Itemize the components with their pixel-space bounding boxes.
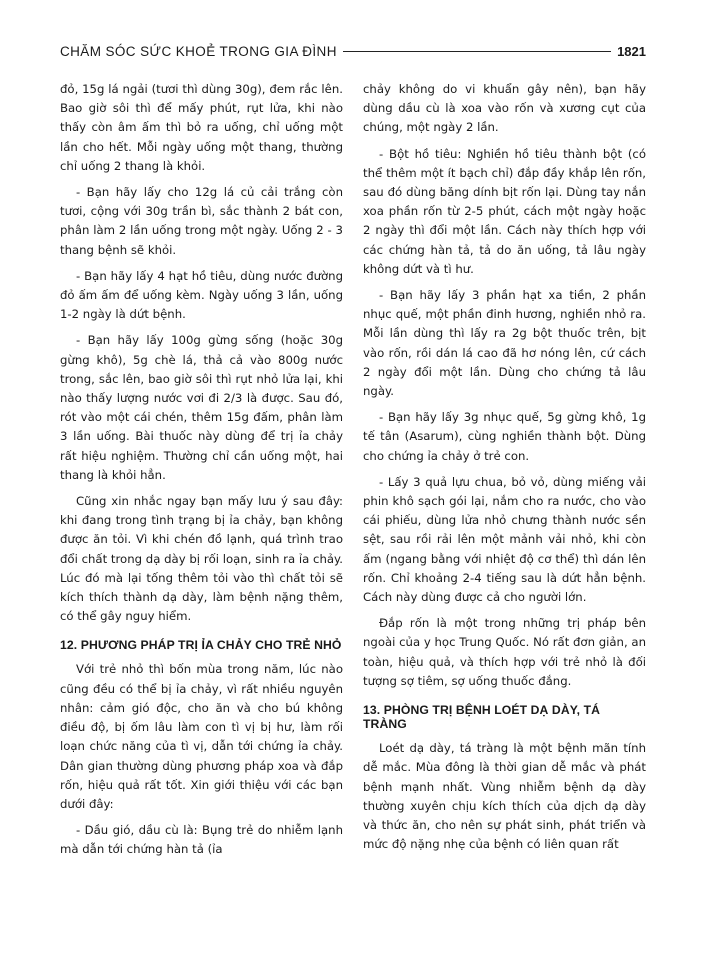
paragraph: chảy không do vi khuẩn gây nên), bạn hãy dùng dầu cù là xoa vào rốn và xương cụt của chúng, một ngày 2 lần. [363, 82, 646, 135]
paragraph: - Bạn hãy lấy 3 phần hạt xa tiền, 2 phần nhục quế, một phần đinh hương, nghiền nhỏ ra. Mỗi lần dùng thì lấy ra 2g bột thuốc trên, bịt vào rốn, rồi dán lá cao đã hơ nóng lên, cứ cách 2 ngày đổi một lần. Dùng cho chứng tả lâu ngày. [363, 288, 646, 399]
paragraph: - Dầu gió, dầu cù là: Bụng trẻ do nhiễm lạnh mà dẫn tới chứng hàn tả (ỉa [60, 823, 343, 857]
paragraph: - Bạn hãy lấy 3g nhục quế, 5g gừng khô, 1g tế tân (Asarum), cùng nghiền thành bột. Dùng cho chứng ỉa chảy ở trẻ con. [363, 410, 646, 463]
right-column [363, 80, 646, 861]
paragraph: - Bột hồ tiêu: Nghiền hồ tiêu thành bột (có thể thêm một ít bạch chỉ) đắp đầy khắp lên rốn, sau đó dùng băng dính bịt rốn lại. Dùng tay nắn xoa phần rốn từ 2-5 phút, cách một ngày hoặc 2 ngày thì đổi một lần. Cách này thích hợp với các chứng hàn tả, tả do ăn uống, tả lâu ngày không dứt và tì hư. [363, 146, 646, 276]
section-heading-12: 12. PHƯƠNG PHÁP TRỊ ỈA CHẢY CHO TRẺ NHỎ [60, 638, 342, 653]
paragraph: - Bạn hãy lấy cho 12g lá củ cải trắng còn tươi, cộng với 30g trần bì, sắc thành 2 bát con, phân làm 2 lần uống trong một ngày. Uống 2 - 3 thang bệnh sẽ khỏi. [60, 185, 343, 257]
paragraph: - Bạn hãy lấy 100g gừng sống (hoặc 30g gừng khô), 5g chè lá, thả cả vào 800g nước trong, sắc lên, bao giờ sôi thì rụt nhỏ lửa lại, khi nào thấy lượng nước vơi đi 2/3 là được. Sau đó, rót vào một cái chén, thêm 15g đấm, phân làm 3 lần uống. Bài thuốc này dùng để trị ỉa chảy rất hiệu nghiệm. Thường chỉ cần uống một, hai thang là khỏi hẳn. [60, 333, 343, 482]
paragraph: - Bạn hãy lấy 4 hạt hồ tiêu, dùng nước đường đỏ ấm ấm để uống kèm. Ngày uống 3 lần, uống 1-2 ngày là dứt bệnh. [60, 268, 343, 322]
paragraph: Loét dạ dày, tá tràng là một bệnh mãn tính dễ mắc. Mùa đông là thời gian dễ mắc và phát bệnh mạnh nhất. Vùng nhiễm bệnh dạ dày thường xuyên chịu kích thích của dịch dạ dày và thức ăn, cho nên sự phát sinh, phát triển và mức độ nặng nhẹ của bệnh có liên quan rất [363, 741, 646, 852]
section-heading-13: 13. PHÒNG TRỊ BỆNH LOÉT DẠ DÀY, TÁ TRÀNG [363, 703, 601, 732]
paragraph: đỏ, 15g lá ngải (tươi thì dùng 30g), đem rắc lên. Bao giờ sôi thì để mấy phút, rụt lửa, khi nào thấy còn âm ấm thì bỏ ra uống, chỉ uống một lần cho hết. Mỗi ngày uống một thang, thường chỉ uống 2 thang là khỏi. [60, 82, 343, 173]
header-rule [343, 51, 611, 52]
running-title: CHĂM SÓC SỨC KHOẺ TRONG GIA ĐÌNH [60, 43, 337, 59]
paragraph: - Lấy 3 quả lựu chua, bỏ vỏ, dùng miếng vải phin khô sạch gói lại, nắm cho ra nước, cho vào cái phiếu, dùng lửa nhỏ chưng thành nước sền sệt, sau rồi rải lên một mảnh vải nhỏ, khi còn ấm (ngang bằng với nhiệt độ cơ thể) thì dán lên rốn. Chỉ khoảng 2-4 tiếng sau là dứt hẳn bệnh. Cách này dùng được cả cho người lớn. [363, 474, 646, 605]
paragraph: Với trẻ nhỏ thì bốn mùa trong năm, lúc nào cũng đều có thể bị ỉa chảy, vì rất nhiều nguyên nhân: cảm gió độc, cho ăn và cho bú không điều độ, bị ốm lâu làm con tì vị bị hư, làm rối loạn chức năng của tì vị, dẫn tới chứng ỉa chảy. Dân gian thường dùng phương pháp xoa và đắp rốn, hiệu quả rất tốt. Xin giới thiệu với các bạn dưới đây: [60, 662, 343, 811]
paragraph: Cũng xin nhắc ngay bạn mấy lưu ý sau đây: khi đang trong tình trạng bị ỉa chảy, bạn không được ăn tỏi. Vì khi chén đồ lạnh, quá trình trao đổi chất trong dạ dày bị rối loạn, sinh ra ỉa chảy. Lúc đó mà lại tống thêm tỏi vào thì chất tỏi sẽ kích thích thành dạ dày, làm bệnh nặng thêm, có thể gây nguy hiểm. [60, 494, 343, 624]
paragraph: Đắp rốn là một trong những trị pháp bên ngoài của y học Trung Quốc. Nó rất đơn giản, an toàn, hiệu quả, và thích hợp với trẻ nhỏ là đối tượng sợ tiêm, sợ uống thuốc đắng. [363, 616, 646, 688]
page-number: 1821 [617, 43, 646, 59]
page-header [60, 40, 646, 62]
left-column [60, 80, 343, 867]
